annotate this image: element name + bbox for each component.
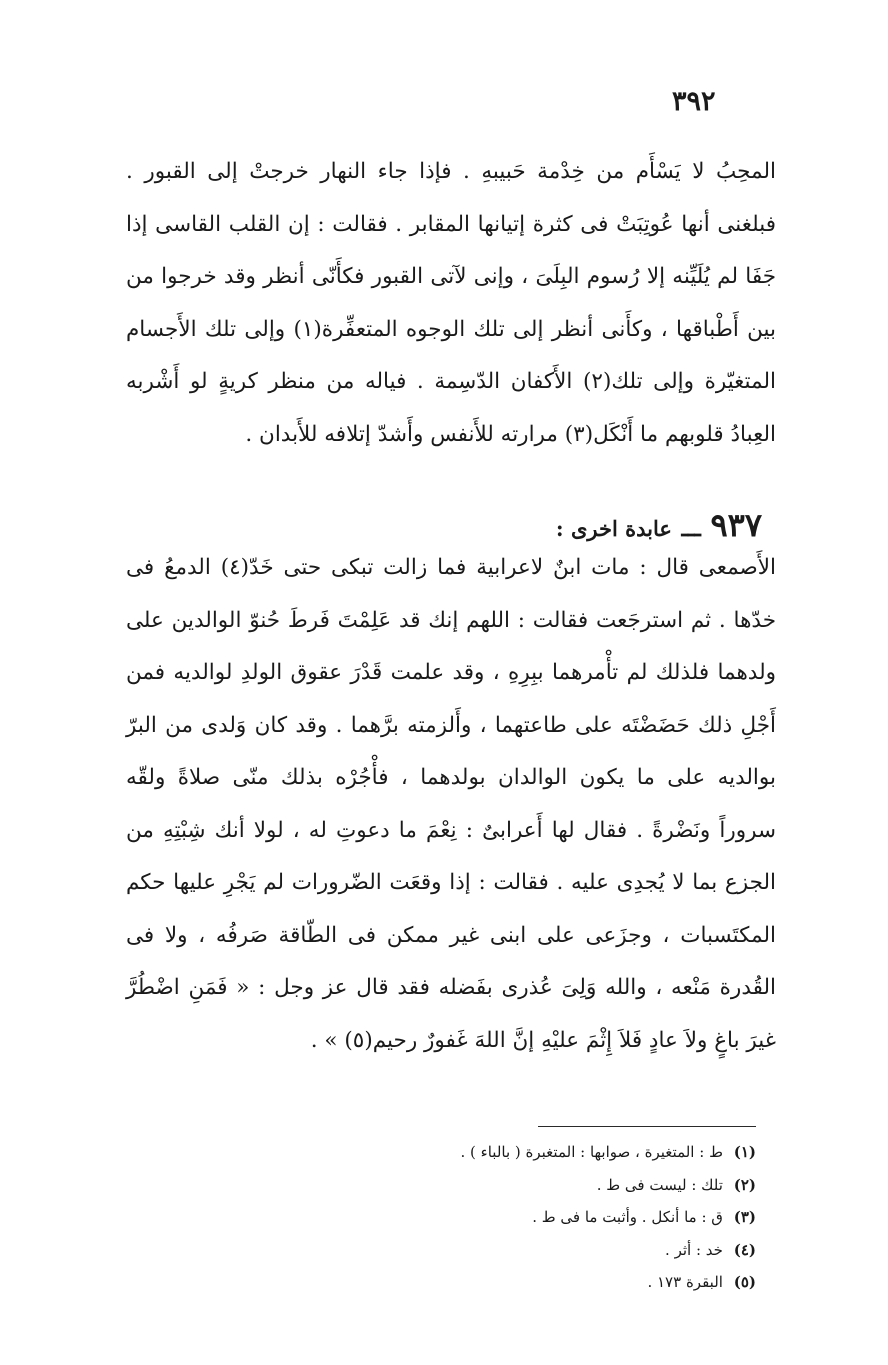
paragraph-continuation: المحِبُ لا يَسْأَم من خِدْمة حَبيبهِ . فإذا جاء النهار خرجتْ إلى القبور . فبلغنى أنها عُوتِبَتْ فى كثرة إتيانها المقابر . فقالت : إن القلب القاسى إذا جَفَا لم يُلَيِّنه إلا رُسوم البِلَىَ ، وإنى لآتى القبور فكأَنّى أنظر وقد خرجوا من بين أَطْباقها ، وكأَنى أنظر إلى تلك الوجوه المتعفِّرة(١) وإلى تلك الأَجسام المتغيّرة وإلى تلك(٢) الأَكفان الدّسِمة . فياله من منظر كريةٍ لو أَشْربه العِبادُ قلوبهم ما أَنْكَل(٣) مرارته للأَنفس وأَشدّ إتلافه للأَبدان .: [126, 159, 776, 447]
footnote-mark: (٤): [733, 1240, 756, 1259]
footnote-text: تلك : ليست فى ط .: [596, 1175, 723, 1194]
footnote-text: خد : أثر .: [665, 1240, 723, 1259]
footnote-mark: (٢): [733, 1175, 756, 1194]
paragraph-section-body: الأَصمعى قال : مات ابنٌ لاعرابية فما زالت تبكى حتى خَدّ(٤) الدمعُ فى خدّها . ثم استرجَعت فقالت : اللهم إنك قد عَلِمْتَ فَرطَ حُنوّ الوالدين على ولدهما فلذلك لم تأْمرهما ببِرِهِ ، وقد علمت قَدْرَ عقوق الولدِ لوالديه فمن أَجْلِ ذلك حَضَضْتَه على طاعتهما ، وأَلزمته برَّهما . وقد كان وَلدى من البرّ بوالديه على ما يكون الوالدان بولدهما ، فأْجُرْه بذلك منّى صلاةً ولقّه سروراً ونَضْرةً . فقال لها أَعرابىٌ : نِعْمَ ما دعوتِ له ، لولا أنك شِبْتِهِ من الجزع بما لا يُجدِى عليه . فقالت : إذا وقعَت الضّرورات لم يَجْرِ عليها حكم المكتَسبات ، وجزَعى على ابنى غير ممكن فى الطّاقة صَرفُه ، ولا فى القُدرة مَنْعه ، والله وَلِىَ عُذرى بفَضله فقد قال عز وجل : « فَمَنِ اضْطُرَّ غيرَ باغٍ ولاَ عادٍ فَلاَ إِثْمَ عليْهِ إنَّ اللهَ غَفورٌ رحيم(٥) » .: [126, 555, 776, 1053]
section-number: ٩٣٧: [710, 506, 762, 544]
section-dash: ـــ: [681, 516, 701, 542]
footnote-mark: (١): [733, 1143, 756, 1161]
footnote-text: ق : ما أنكل . وأثبت ما فى ط .: [532, 1208, 723, 1226]
section-title: عابدة اخرى :: [555, 516, 672, 541]
footnote-item: [236, 1169, 756, 1202]
footnote-item: [236, 1136, 756, 1169]
page-number: ٣٩٢: [672, 86, 716, 117]
footnote-mark: (٣): [733, 1208, 756, 1226]
footnote-divider: [538, 1126, 756, 1127]
footnote-item: [236, 1234, 756, 1267]
footnote-text: البقرة ١٧٣ .: [647, 1273, 723, 1291]
footnote-item: [236, 1266, 756, 1299]
footnote-mark: (٥): [733, 1273, 756, 1291]
footnote-item: [236, 1201, 756, 1234]
section-heading: [122, 506, 762, 544]
footnote-text: ط : المتغيرة ، صوابها : المتغبرة ( بالباء ) .: [460, 1143, 723, 1161]
footnotes-list: [236, 1136, 756, 1299]
